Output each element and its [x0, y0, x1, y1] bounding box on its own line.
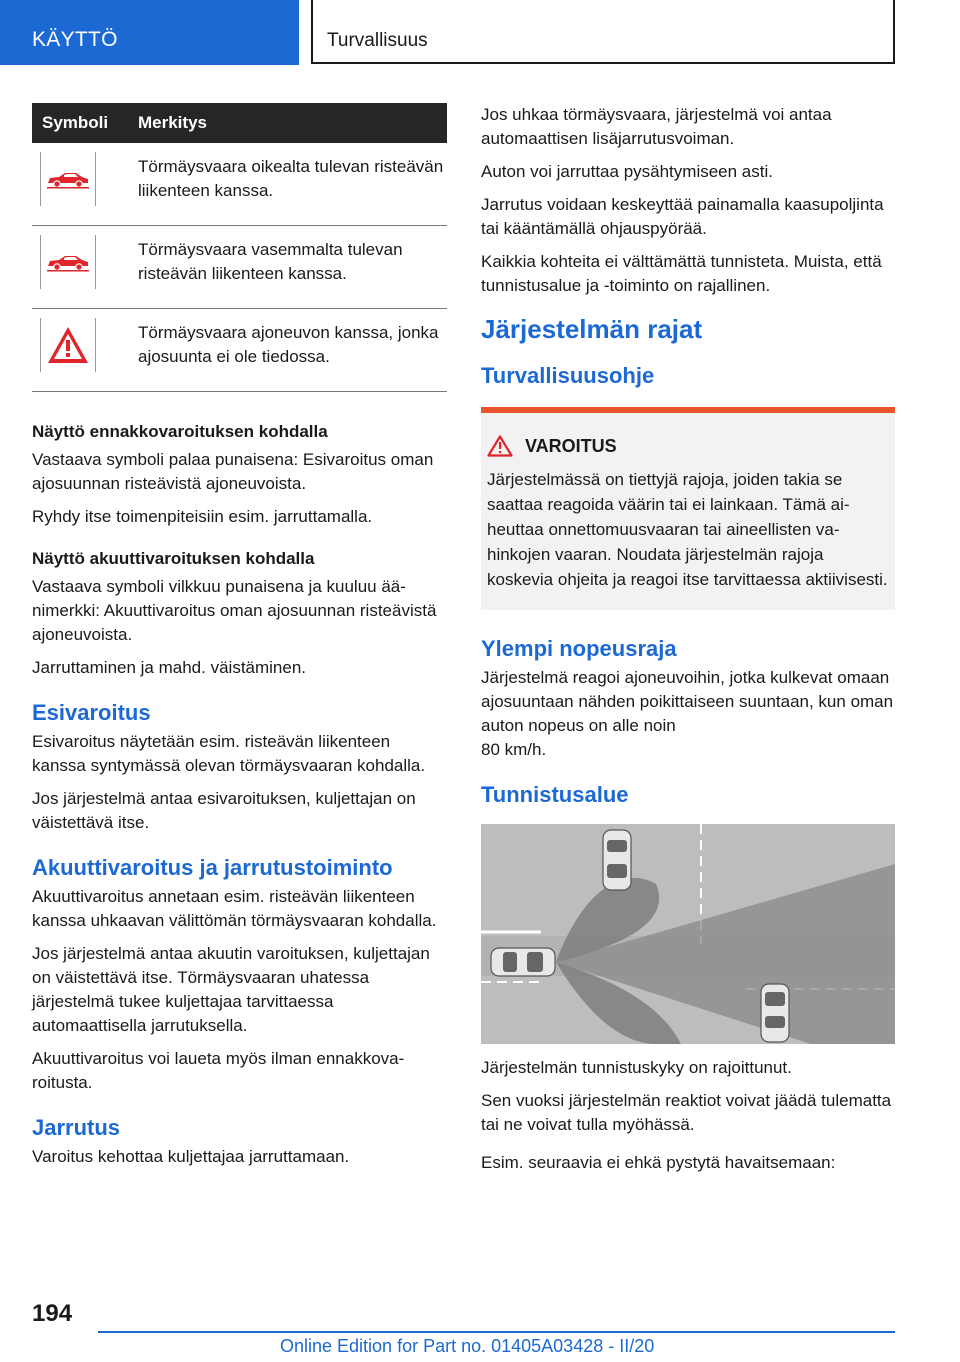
page-number: 194 [32, 1300, 73, 1327]
row-text: Törmäysvaara ajoneuvon kanssa, jonka ajosuunta ei ole tiedossa. [138, 309, 447, 392]
paragraph: Esim. seuraavia ei ehkä pystytä havaitsemaan: [481, 1153, 836, 1172]
warning-text: Järjestelmässä on tiettyjä rajoja, joiden takia se saattaa reagoida väärin tai ei lainkaan. Tämä aiheuttaa onnettomuusvaaran tai aineellisten vahinkojen vaaran. Noudata järjestelmän rajoja koskevia ohjeita ja reagoi itse tarvittaessa aktiivisesti. [487, 470, 888, 589]
paragraph: Jos järjestelmä antaa akuutin varoituksen, kuljettajan on väistettävä itse. Törmäysvaaran uhatessa järjestelmä tukee kuljettajaa tarvittaessa automaattisella jarrutuksella. [32, 944, 430, 1035]
row-text: Törmäysvaara vasemmalta tulevan risteävän liikenteen kanssa. [138, 226, 447, 309]
speed-value: 80 km/h. [481, 740, 547, 759]
paragraph: Järjestelmän tunnistuskyky on rajoittunut. [481, 1058, 792, 1077]
safety-title: Turvallisuusohje [481, 363, 655, 388]
chapter-header: Turvallisuus [311, 0, 895, 64]
car-left-icon [40, 235, 96, 289]
acute-heading: Näyttö akuuttivaroituksen kohdalla [32, 549, 315, 568]
table-row [32, 143, 447, 226]
warning-label: VAROITUS [525, 435, 617, 456]
jarrutus-title: Jarrutus [32, 1115, 121, 1140]
paragraph [481, 666, 895, 762]
paragraph: Vastaava symboli palaa punaisena: Esivaroitus oman ajosuunnan risteävistä ajoneuvoista. [32, 450, 434, 493]
table-header-symbol: Symboli [32, 103, 138, 143]
row-text: Törmäysvaara oikealta tulevan risteävän liikenteen kanssa. [138, 143, 447, 226]
paragraph: Sen vuoksi järjestelmän reaktiot voivat jäädä tulematta tai ne voivat tulla myöhässä. [481, 1091, 892, 1134]
akuutti-title: Akuuttivaroitus ja jarrutustoiminto [32, 855, 393, 880]
car-right-icon [40, 152, 96, 206]
warning-icon [487, 435, 513, 457]
table-row [32, 309, 447, 392]
paragraph: Vastaava symboli vilkkuu punaisena ja kuuluu äänimerkki: Akuuttivaroitus oman ajosuunnan risteävistä ajoneuvoista. [32, 577, 437, 644]
table-header-meaning: Merkitys [138, 103, 447, 143]
symbol-table [32, 103, 447, 392]
paragraph: Akuuttivaroitus annetaan esim. risteävän liikenteen kanssa uhkaavan välittömän törmäysvaaran kohdalla. [32, 887, 437, 930]
paragraph: Auton voi jarruttaa pysähtymiseen asti. [481, 162, 773, 181]
table-row [32, 226, 447, 309]
esivaroitus-title: Esivaroitus [32, 700, 151, 725]
warning-box [481, 407, 895, 610]
paragraph: Jarruttaminen ja mahd. väistäminen. [32, 658, 307, 677]
paragraph: Jos järjestelmä antaa esivaroituksen, kuljettajan on väistettävä itse. [32, 789, 416, 832]
speed-text: Järjestelmä reagoi ajoneuvoihin, jotka kulkevat omaan ajosuuntaan nähden poikittaiseen suuntaan, kun oman auton nopeus on alle noin [481, 668, 894, 735]
footer-edition: Online Edition for Part no. 01405A03428 - II/20 [280, 1336, 655, 1356]
paragraph: Varoitus kehottaa kuljettajaa jarruttamaan. [32, 1147, 350, 1166]
pre-warning-heading: Näyttö ennakkovaroituksen kohdalla [32, 422, 328, 441]
left-column [32, 103, 447, 1178]
paragraph: Ryhdy itse toimenpiteisiin esim. jarruttamalla. [32, 507, 373, 526]
paragraph: Jos uhkaa törmäysvaara, järjestelmä voi antaa automaattisen lisäjarrutusvoiman. [481, 105, 832, 148]
paragraph: Esivaroitus näytetään esim. risteävän liikenteen kanssa syntymässä olevan törmäysvaaran kohdalla. [32, 732, 426, 775]
section-header: KÄYTTÖ [0, 0, 299, 65]
detect-title: Tunnistusalue [481, 782, 629, 807]
limits-title: Järjestelmän rajat [481, 314, 703, 344]
right-column [481, 103, 895, 1184]
detection-area-diagram [481, 824, 895, 1044]
speed-title: Ylempi nopeusraja [481, 636, 677, 661]
paragraph: Akuuttivaroitus voi laueta myös ilman ennakkovaroitusta. [32, 1049, 405, 1092]
footer-divider [98, 1331, 895, 1333]
paragraph: Jarrutus voidaan keskeyttää painamalla kaasupoljinta tai kääntämällä ohjauspyörää. [481, 195, 884, 238]
warning-triangle-icon [40, 318, 96, 372]
paragraph: Kaikkia kohteita ei välttämättä tunnisteta. Muista, että tunnistusalue ja -toiminto on rajallinen. [481, 252, 882, 295]
